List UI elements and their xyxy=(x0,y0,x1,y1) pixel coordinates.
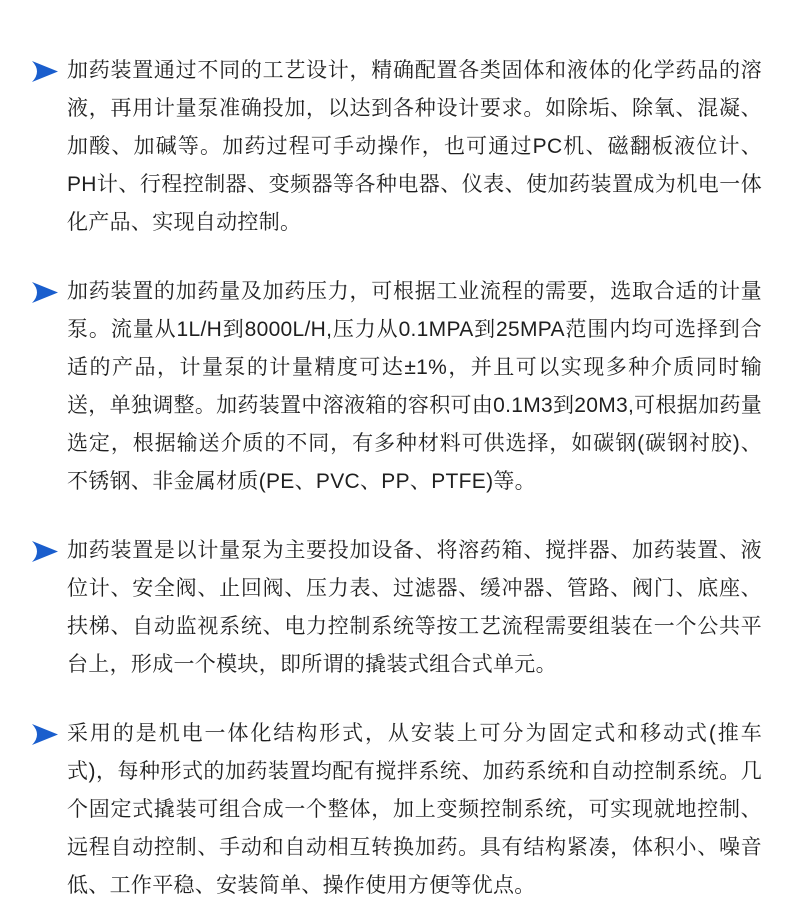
arrow-right-bullet-icon xyxy=(32,541,58,562)
paragraph-text: 加药装置的加药量及加药压力，可根据工业流程的需要，选取合适的计量泵。流量从1L/H到8000L/H,压力从0.1MPA到25MPA范围内均可选择到合适的产品，计量泵的计量精度可达±1%，并且可以实现多种介质同时输送，单独调整。加药装置中溶液箱的容积可由0.1M3到20M3,可根据加药量选定，根据输送介质的不同，有多种材料可供选择，如碳钢(碳钢衬胶)、不锈钢、非金属材质(PE、PVC、PP、PTFE)等。 xyxy=(67,280,762,493)
paragraph xyxy=(32,715,762,905)
paragraph xyxy=(32,273,762,501)
paragraph xyxy=(32,52,762,242)
paragraph-text: 加药装置通过不同的工艺设计，精确配置各类固体和液体的化学药品的溶液，再用计量泵准确投加，以达到各种设计要求。如除垢、除氧、混凝、加酸、加碱等。加药过程可手动操作，也可通过PC机、磁翻板液位计、PH计、行程控制器、变频器等各种电器、仪表、使加药装置成为机电一体化产品、实现自动控制。 xyxy=(67,59,762,234)
paragraph-text: 采用的是机电一体化结构形式，从安装上可分为固定式和移动式(推车式)，每种形式的加药装置均配有搅拌系统、加药系统和自动控制系统。几个固定式撬装可组合成一个整体，加上变频控制系统，可实现就地控制、远程自动控制、手动和自动相互转换加药。具有结构紧凑，体积小、噪音低、工作平稳、安装简单、操作使用方便等优点。 xyxy=(67,722,762,897)
paragraph xyxy=(32,532,762,684)
paragraph-text: 加药装置是以计量泵为主要投加设备、将溶药箱、搅拌器、加药装置、液位计、安全阀、止回阀、压力表、过滤器、缓冲器、管路、阀门、底座、扶梯、自动监视系统、电力控制系统等按工艺流程需要组装在一个公共平台上，形成一个模块，即所谓的撬装式组合式单元。 xyxy=(67,539,762,676)
arrow-right-bullet-icon xyxy=(32,61,58,82)
arrow-right-bullet-icon xyxy=(32,282,58,303)
arrow-right-bullet-icon xyxy=(32,724,58,745)
